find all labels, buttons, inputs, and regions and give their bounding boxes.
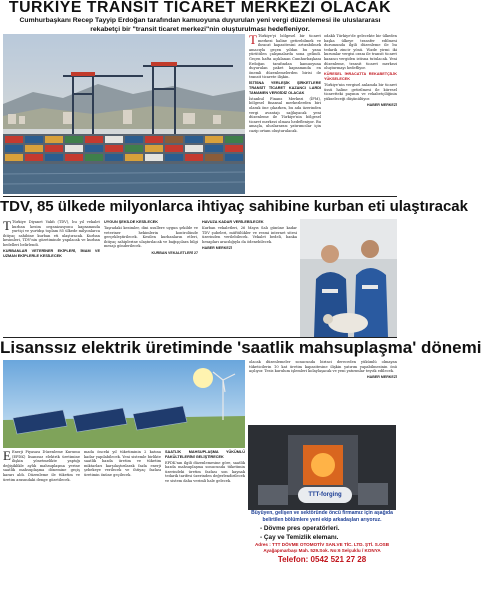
volunteers-image: [300, 219, 397, 337]
article1-dropcap: T: [249, 32, 257, 47]
article2-column-1: [3, 220, 100, 337]
article2-col1-heading: KURBANLAR VETERİNER EKİPLERİ, İMAM VE UZMAN EKİPLERLE KESİLECEK: [3, 249, 100, 258]
article3-column-3: [165, 360, 245, 592]
article1-col2b-text: Türkiye'nin vergisel anlamda bir ticaret üssü haline getirilmesi ile küresel ticaretteki payının ve rekabetçiliğinin yükseleceği düşünülüyor.: [324, 82, 397, 101]
article2-dropcap: T: [3, 218, 11, 233]
ad-item-cleaning-staff: - Çay ve Temizlik elemanı.: [260, 534, 339, 541]
article3-column-1: [3, 450, 80, 592]
article3-headline: Lisanssız elektrik üretiminde 'saatlik mahsuplaşma' dönemi: [0, 338, 481, 357]
article1-subhead: Cumhurbaşkanı Recep Tayyip Erdoğan tarafından kamuoyuna duyurulan yeni vergi düzenlemesi ile uluslararası rekabetçi bir "transit ticaret merkezi"nin oluşturulması hedefleniyor.: [19, 17, 381, 33]
article3-column-4: [249, 360, 397, 424]
article2-col3-text: Kurban vekaletleri, 26 Mayıs Salı gününe kadar TDV şubeleri, müftülükler ve resmi internet sitesi üzerinden verilebilecek. Vekalet bedeli, banka hesapları aracılığıyla da ödenebilecek.: [202, 226, 297, 244]
article2-col3-heading: HAVUZA KADAR VERİLEBİLECEK: [202, 220, 264, 224]
article2-headline: TDV, 85 ülkede milyonlarca ihtiyaç sahibine kurban eti ulaştıracak: [0, 198, 468, 215]
tdv-volunteers-photo: [300, 219, 397, 337]
ad-brand-logo: [298, 487, 352, 503]
ad-title: Büyüyen, gelişen ve sektöründe öncü firmamız için aşağıda belirtilen bölümlere yeni ekip arkadaşları arıyoruz.: [251, 510, 393, 523]
article2-column-3: [202, 220, 297, 337]
port-cranes-image: [3, 34, 245, 194]
article3-col3-heading: SAATLİK MAHSUPLAŞMA YÜKÜMLÜ FAKÜLTELERİNİ GELİŞTİRECEK: [165, 450, 245, 459]
article3-col2-text: mada önceki yıl tüketiminin 2 katına kadar yapılabilecek. Yeni sistemle birlikte saatlik bazda üretim ve tüketim miktarları karşılaştırılarak fazla enerji şebekeye verilecek ve ihtiyaç fazlası üretimin önüne geçilecek.: [84, 450, 161, 477]
divider-1: [3, 196, 397, 197]
ad-address: Adres : TTT DÖVME OTOMOTİV SAN.VE TİC. LTD. ŞTİ. S.OSB Ayağapınarbaşı Mah. 529.Sok. No:6 Selçuklu / KONYA: [254, 542, 390, 553]
article3-col4-text: olacak düzenlemeler sonucunda birinci dereceden yükümlü olmayan tüketicilerin 10 kat üretim kapasitesine ilişkin yatırım yapabilmesinin önü açılıyor. Tesis kurulum işlemleri kolaylaşacak ve yeni yatırımlar teşvik edilecek.: [249, 360, 397, 374]
article2-col2-text: Taşradaki kesimler, dini usullere uygun şekilde ve veteriner hekimlerin kontrolünde gerçekleştirilecek. Kesilen kurbanların etleri, ihtiyaç sahiplerine ulaştırılacak ve bağışçılara bilgi mesajı gönderilecek.: [104, 226, 198, 249]
ad-brand: TTT-forging: [308, 492, 342, 498]
ad-text-box: [248, 510, 396, 592]
article3-col1-text: Enerji Piyasası Düzenleme Kurumu (EPDK) lisanssız elektrik üretimine ilişkin yönetmelikte yaptığı değişiklikle aylık mahsuplaşma yerine saatlik mahsuplaşma dönemine geçiş kararı aldı. Düzenleme ile tüketim ve üretim arasındaki denge gözetilecek.: [3, 450, 80, 482]
article1-column-2: [324, 34, 397, 194]
article2-col1-text: Türkiye Diyanet Vakfı (TDV), bu yıl vekalet kurban kesim organizasyonu kapsamında yurtiçi ve yurtdışı toplam 85 ülkede milyonlarca ihtiyaç sahibine kurban eti ulaştıracak. Kurban kesimleri, TDV'nin gözetiminde yapılacak ve kurban bedelleri belirlendi.: [3, 220, 100, 247]
article3-col3-text: EPDK'nın ilgili düzenlemesine göre, saatlik bazda mahsuplaşma sonucunda tüketimin üzerindeki üretim fazlası son kaynak tedarik tarifesi üzerinden değerlendirilecek ve sistem daha verimli hale gelecek.: [165, 460, 245, 484]
article2-col2-heading: UYGUN ŞEKİLDE KESİLECEK: [104, 220, 159, 224]
article1-col2-text: odaklı Türkiye'de gelecekte bir ülkeden başka ülkeye transfer edilmesi durumunda ilgili düzenleme ile bu tedarik zincir yönü. Yüzde yirmi iki kurumlar vergisi oranı ile transit ticaret kazancı vergiden istisna tutulacak. Yeni düzenleme, transit ticaret merkezi oluşturmayı hedefliyor.: [324, 34, 397, 71]
article3-dropcap: E: [3, 448, 11, 463]
ad-phone: Telefon: 0542 521 27 28: [277, 555, 367, 564]
article3-column-2: [84, 450, 161, 592]
article1-headline: TÜRKİYE TRANSİT TİCARET MERKEZİ OLACAK: [8, 0, 392, 16]
article1-col1b-text: İstanbul Finans Merkezi (İFM), bölgesel finansal merkezlerden biri olarak öne çıkarken, bu ada üzerinden vergi avantajı sağlayacak yeni düzenleme ile Türkiye'nin bölgesel ticaret merkezi olması hedefleniyor. Bu amaçla, uluslararası yatırımcılar için cazip ortam oluşturulacak.: [249, 96, 321, 133]
port-photo: [3, 34, 245, 194]
article1-col1-heading: İSTİSNA YERLEŞİK ŞİRKETLERE TRANSİT TİCARET KAZANCI LARDI TAMAMEN VERGİDİZ OLACAK: [249, 81, 321, 95]
article1-col1-text: Türkiye'yi bölgesel bir ticaret merkezi haline getirebilmek ve ihracat kapasitesini artırabilmek amacıyla geçen yıldan bu yana yürütülen çalışmalarda sona gelindi. Geçen hafta açıklanan Cumhurbaşkanı Erdoğan tarafından kamuoyuna duyurulan paket kapsamında en önemli düzenlemelerden birisi de transit ticarete ilişkin.: [249, 34, 321, 80]
article1-column-1: [249, 34, 321, 194]
article1-signature: HABER MERKEZİ: [367, 102, 397, 107]
article2-column-2: [104, 220, 198, 337]
article2-col2-signature: KURBAN VEKALETLERİ 27: [151, 250, 198, 255]
article2-signature: HABER MERKEZİ: [202, 245, 232, 250]
ad-item-press-operator: - Dövme pres operatörleri.: [260, 525, 340, 532]
article1-col2-heading: KÜRESEL İHRACATTA REKABETÇİLİK YÜKSELECEK: [324, 72, 397, 81]
article3-signature: HABER MERKEZİ: [367, 375, 397, 380]
